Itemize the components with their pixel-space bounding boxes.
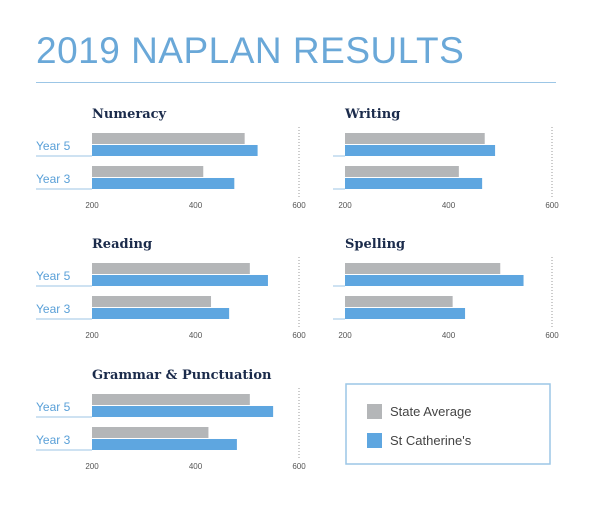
legend-label: St Catherine's: [390, 433, 472, 448]
writing-tick-label: 600: [545, 201, 559, 210]
writing-tick-label: 200: [338, 201, 352, 210]
numeracy-tick-label: 600: [292, 201, 306, 210]
reading-tick-label: 400: [188, 331, 203, 340]
spelling-bar-state: [345, 296, 453, 307]
legend-label: State Average: [390, 404, 472, 419]
reading-bar-school: [92, 275, 268, 286]
numeracy-title: Numeracy: [92, 107, 167, 122]
spelling-bar-school: [345, 308, 465, 319]
spelling-tick-label: 600: [545, 331, 559, 340]
legend-box: [346, 384, 550, 464]
numeracy-bar-school: [92, 178, 234, 189]
grammar-punctuation-row-label: Year 3: [36, 433, 71, 447]
writing-bar-state: [345, 166, 459, 177]
numeracy-bar-state: [92, 133, 245, 144]
grammar-punctuation-tick-label: 400: [188, 462, 203, 471]
writing-bar-school: [345, 178, 482, 189]
reading-tick-label: 600: [292, 331, 306, 340]
spelling-title: Spelling: [345, 237, 406, 252]
reading-bar-state: [92, 263, 250, 274]
grammar-punctuation-bar-state: [92, 394, 250, 405]
spelling-bar-school: [345, 275, 524, 286]
numeracy-row-label: Year 3: [36, 172, 71, 186]
numeracy-tick-label: 400: [188, 201, 203, 210]
writing-title: Writing: [345, 107, 401, 122]
grammar-punctuation-tick-label: 200: [85, 462, 99, 471]
reading-row-label: Year 3: [36, 302, 71, 316]
grammar-punctuation-tick-label: 600: [292, 462, 306, 471]
grammar-punctuation-title: Grammar & Punctuation: [92, 368, 272, 383]
numeracy-row-label: Year 5: [36, 139, 71, 153]
writing-bar-school: [345, 145, 495, 156]
reading-title: Reading: [92, 237, 153, 252]
reading-tick-label: 200: [85, 331, 99, 340]
page-title: 2019 NAPLAN RESULTS: [36, 30, 465, 71]
spelling-tick-label: 400: [441, 331, 456, 340]
spelling-bar-state: [345, 263, 500, 274]
numeracy-bar-state: [92, 166, 203, 177]
reading-row-label: Year 5: [36, 269, 71, 283]
legend-swatch: [367, 404, 382, 419]
grammar-punctuation-bar-state: [92, 427, 208, 438]
writing-tick-label: 400: [441, 201, 456, 210]
grammar-punctuation-row-label: Year 5: [36, 400, 71, 414]
grammar-punctuation-bar-school: [92, 439, 237, 450]
writing-bar-state: [345, 133, 485, 144]
numeracy-bar-school: [92, 145, 258, 156]
numeracy-tick-label: 200: [85, 201, 99, 210]
grammar-punctuation-bar-school: [92, 406, 273, 417]
reading-bar-state: [92, 296, 211, 307]
spelling-tick-label: 200: [338, 331, 352, 340]
reading-bar-school: [92, 308, 229, 319]
legend-swatch: [367, 433, 382, 448]
